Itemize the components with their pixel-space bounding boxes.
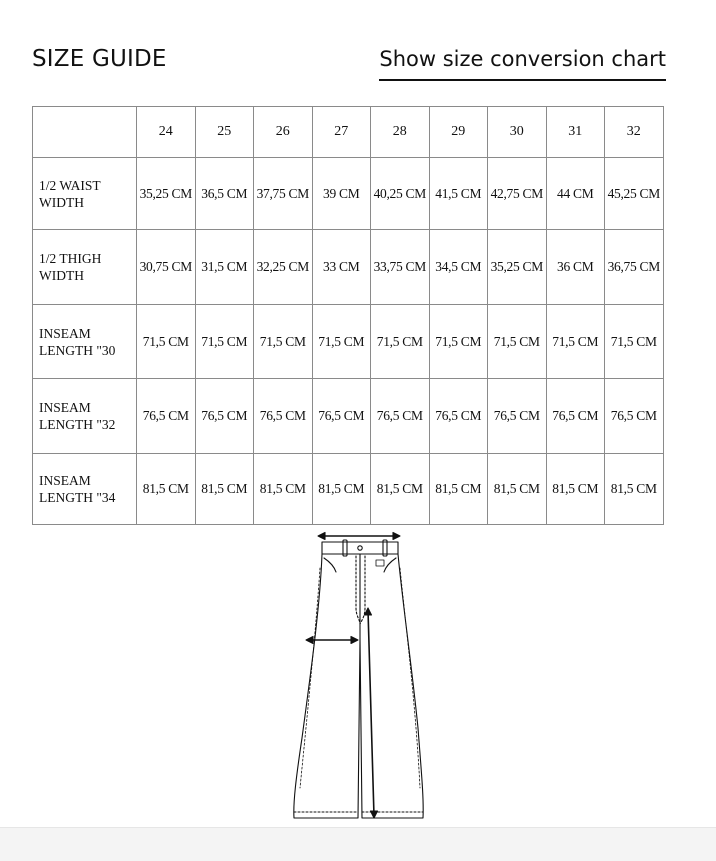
table-cell: 71,5 CM [605,305,664,379]
show-size-conversion-link[interactable]: Show size conversion chart [379,47,666,81]
corner-cell [33,107,137,158]
size-column-header: 24 [137,107,196,158]
size-column-header: 26 [254,107,313,158]
table-cell: 44 CM [546,158,605,230]
table-cell: 71,5 CM [488,305,547,379]
size-header-row [33,107,664,158]
table-cell: 81,5 CM [195,454,254,525]
size-guide-header [32,44,666,88]
table-cell: 76,5 CM [195,379,254,454]
table-cell: 71,5 CM [137,305,196,379]
table-cell: 71,5 CM [371,305,430,379]
row-label: INSEAM LENGTH "30 [33,305,137,379]
table-cell: 71,5 CM [429,305,488,379]
table-row-inseam-34 [33,454,664,525]
table-cell: 71,5 CM [546,305,605,379]
table-row-waist-width [33,158,664,230]
size-column-header: 29 [429,107,488,158]
bottom-bar [0,827,716,861]
table-cell: 76,5 CM [137,379,196,454]
table-cell: 33 CM [312,230,371,305]
size-column-header: 25 [195,107,254,158]
size-column-header: 31 [546,107,605,158]
table-cell: 81,5 CM [312,454,371,525]
table-cell: 45,25 CM [605,158,664,230]
table-cell: 76,5 CM [429,379,488,454]
table-cell: 41,5 CM [429,158,488,230]
table-cell: 76,5 CM [546,379,605,454]
table-cell: 32,25 CM [254,230,313,305]
table-cell: 31,5 CM [195,230,254,305]
table-cell: 81,5 CM [137,454,196,525]
table-cell: 81,5 CM [605,454,664,525]
table-cell: 36,75 CM [605,230,664,305]
size-column-header: 27 [312,107,371,158]
table-cell: 33,75 CM [371,230,430,305]
row-label: 1/2 WAIST WIDTH [33,158,137,230]
jeans-measurement-icon [280,528,440,828]
row-label: INSEAM LENGTH "32 [33,379,137,454]
size-column-header: 28 [371,107,430,158]
table-cell: 71,5 CM [254,305,313,379]
table-cell: 35,25 CM [137,158,196,230]
table-cell: 37,75 CM [254,158,313,230]
table-cell: 76,5 CM [312,379,371,454]
row-label: INSEAM LENGTH "34 [33,454,137,525]
table-cell: 34,5 CM [429,230,488,305]
table-cell: 81,5 CM [546,454,605,525]
table-cell: 81,5 CM [254,454,313,525]
table-cell: 71,5 CM [195,305,254,379]
table-cell: 76,5 CM [488,379,547,454]
table-cell: 30,75 CM [137,230,196,305]
table-cell: 35,25 CM [488,230,547,305]
table-row-inseam-32 [33,379,664,454]
table-cell: 76,5 CM [605,379,664,454]
table-cell: 76,5 CM [254,379,313,454]
size-column-header: 32 [605,107,664,158]
page-title: SIZE GUIDE [32,46,167,72]
table-row-thigh-width [33,230,664,305]
table-cell: 76,5 CM [371,379,430,454]
table-row-inseam-30 [33,305,664,379]
size-table [32,106,664,525]
table-cell: 71,5 CM [312,305,371,379]
table-cell: 36,5 CM [195,158,254,230]
table-cell: 40,25 CM [371,158,430,230]
table-cell: 81,5 CM [429,454,488,525]
size-column-header: 30 [488,107,547,158]
row-label: 1/2 THIGH WIDTH [33,230,137,305]
table-cell: 81,5 CM [371,454,430,525]
table-cell: 36 CM [546,230,605,305]
table-cell: 42,75 CM [488,158,547,230]
table-cell: 81,5 CM [488,454,547,525]
table-cell: 39 CM [312,158,371,230]
